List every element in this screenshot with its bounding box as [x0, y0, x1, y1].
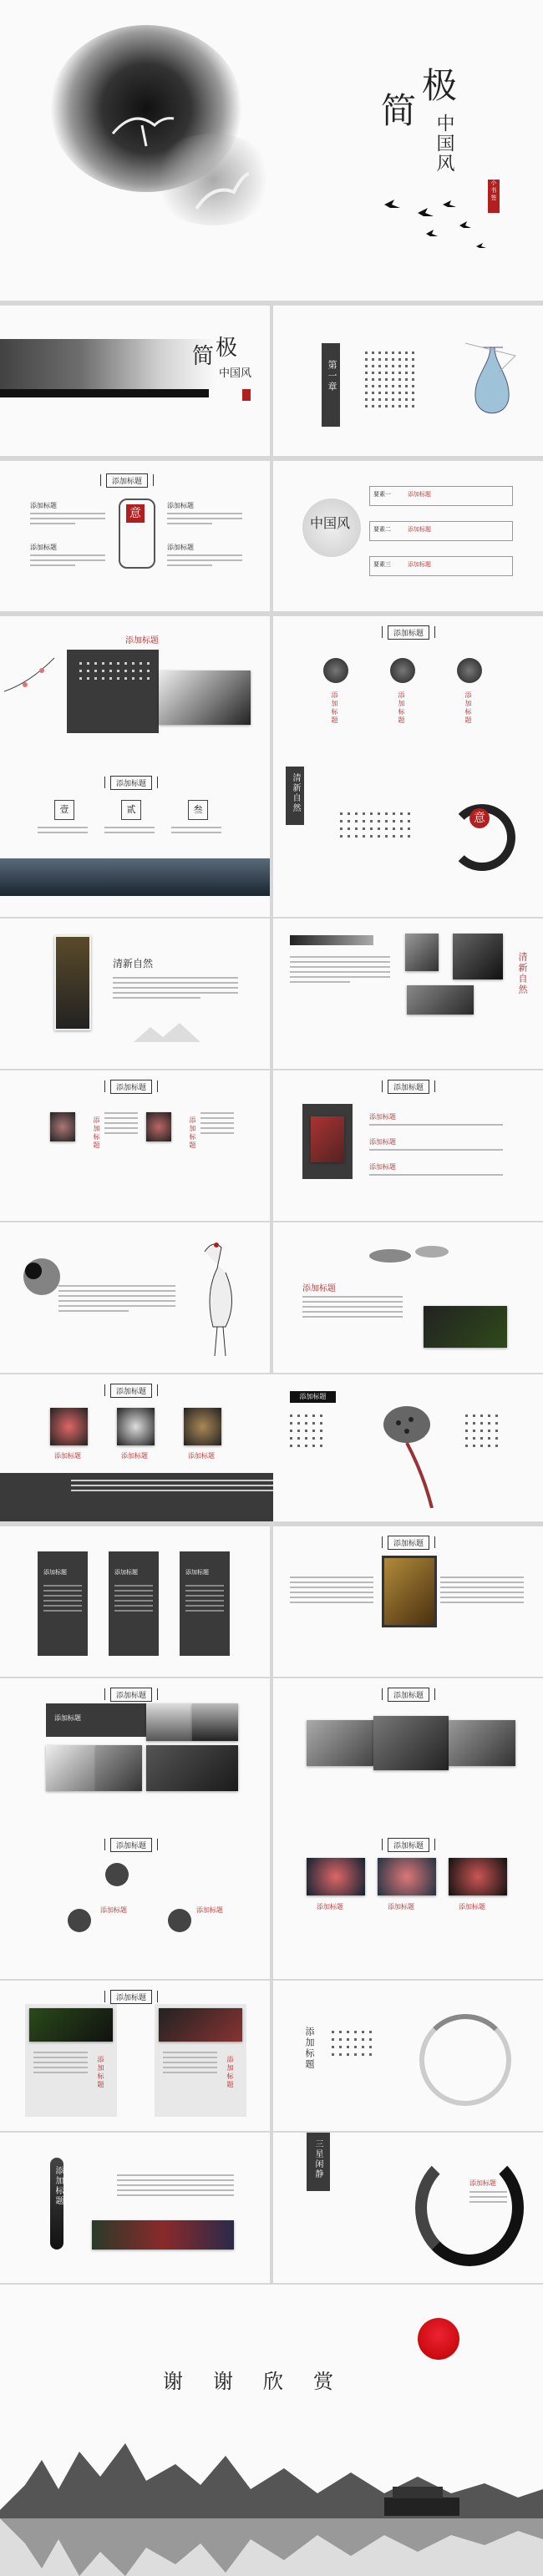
card-title: 添加标题	[54, 1714, 81, 1722]
slide-14-left	[0, 2133, 270, 2283]
item-label: 添加标题	[369, 1163, 396, 1171]
photo	[405, 934, 439, 971]
thanks-char: 谢	[213, 2370, 233, 2393]
element-key: 要素三	[373, 561, 391, 568]
item-label: 添加标题	[30, 544, 57, 551]
item-label: 添加标题	[167, 502, 194, 509]
slide-title: 添加标题	[110, 1990, 152, 2004]
item-label: 添加标题	[388, 1903, 414, 1910]
item-label: 添加标题	[369, 1113, 396, 1121]
subtitle: 中国风	[219, 367, 252, 380]
photo	[50, 1112, 75, 1141]
slide-13-left	[0, 1981, 270, 2131]
card-title: 添加标题	[43, 1569, 67, 1576]
logo-text: 中国风	[310, 515, 351, 531]
photo	[449, 1720, 515, 1766]
element-value: 添加标题	[408, 491, 431, 498]
crane-icon	[109, 100, 175, 150]
ink-circle	[415, 2149, 524, 2266]
photo	[92, 2220, 234, 2250]
slide-title: 添加标题	[106, 473, 148, 488]
photo	[407, 985, 474, 1015]
slide-8-left	[0, 1222, 270, 1373]
slide-9-row	[0, 1374, 543, 1521]
photo	[192, 1703, 238, 1741]
slide-8-right	[273, 1222, 543, 1373]
slide-title: 添加标题	[110, 776, 152, 790]
photo	[46, 1745, 96, 1791]
card-title: 添加标题	[114, 1569, 138, 1576]
text-block	[79, 662, 150, 680]
slide-title: 添加标题	[110, 1838, 152, 1852]
thanks-slide	[0, 2285, 543, 2576]
lotus-icon	[100, 1858, 134, 1891]
slide-4-left	[0, 616, 270, 767]
photo	[117, 1408, 155, 1445]
vase-icon	[457, 339, 524, 431]
text-block	[465, 1415, 498, 1447]
vertical-title: 添加标题	[304, 2027, 315, 2070]
slide-title: 清新自然	[113, 958, 154, 969]
seal-stamp: 小书签	[488, 180, 500, 213]
slide-6-left	[0, 919, 270, 1069]
cover-slide	[0, 0, 543, 301]
item-label: 添加标题	[188, 1452, 215, 1460]
item-label: 添加标题	[100, 1906, 127, 1914]
item-label: 添加标题	[97, 2056, 104, 2089]
vertical-title: 三星闲静	[313, 2139, 322, 2179]
lotus-pod-icon	[373, 1399, 440, 1508]
lotus-icon	[63, 1904, 96, 1937]
photo	[96, 1745, 142, 1791]
photo	[424, 1306, 507, 1348]
photo	[50, 1408, 88, 1445]
slide-7-right	[273, 1070, 543, 1221]
lotus-leaf-icon	[365, 1239, 465, 1273]
slide-2-left	[0, 306, 270, 456]
numeral-box: 叁	[188, 800, 208, 820]
slide-13-right	[273, 1981, 543, 2131]
photo	[373, 1716, 449, 1770]
framed-photo	[382, 1556, 437, 1627]
photo	[159, 2008, 242, 2042]
item-label: 添加标题	[317, 1903, 343, 1910]
round-image	[457, 658, 482, 683]
element-value: 添加标题	[408, 561, 431, 568]
seal-stamp	[242, 389, 251, 401]
item-label: 添加标题	[54, 1452, 81, 1460]
photo	[146, 1703, 192, 1741]
card-title: 添加标题	[185, 1569, 209, 1576]
photo	[378, 1858, 436, 1895]
slide-title: 添加标题	[388, 625, 429, 640]
element-key: 要素二	[373, 526, 391, 533]
title-char: 简	[192, 344, 215, 369]
ink-stroke	[290, 935, 373, 945]
title-char-ji: 极	[422, 65, 458, 106]
text-block	[340, 812, 410, 838]
photo	[146, 1112, 171, 1141]
subtitle: 中国风	[434, 114, 454, 174]
numeral-box: 壹	[54, 800, 74, 820]
photo	[449, 1858, 507, 1895]
item-label: 添加标题	[121, 1452, 148, 1460]
title-char: 极	[216, 336, 238, 361]
slide-title: 添加标题	[290, 1391, 336, 1403]
photo	[307, 1720, 373, 1766]
element-key: 要素一	[373, 491, 391, 498]
photo	[311, 1116, 344, 1162]
slide-title: 添加标题	[110, 1080, 152, 1094]
slide-title: 添加标题	[302, 1284, 336, 1293]
photo	[307, 1858, 365, 1895]
slide-10-left	[0, 1526, 270, 1677]
slide-title: 添加标题	[125, 636, 159, 645]
photo	[184, 1408, 221, 1445]
item-label: 添加标题	[331, 691, 338, 725]
element-value: 添加标题	[408, 526, 431, 533]
text-block	[365, 352, 414, 407]
photo	[453, 934, 503, 979]
karst-landscape	[0, 2410, 543, 2576]
item-label: 添加标题	[167, 544, 194, 551]
crane-icon	[188, 1235, 246, 1360]
round-image	[323, 658, 348, 683]
vertical-title: 添加标题	[53, 2166, 63, 2206]
swallows-icon	[376, 180, 518, 263]
numeral-box: 贰	[121, 800, 141, 820]
title-char-jian: 简	[381, 90, 417, 131]
ink-circle	[419, 2014, 511, 2106]
slide-2-right	[273, 306, 543, 456]
slide-title: 添加标题	[388, 1838, 429, 1852]
slide-3-right	[273, 461, 543, 611]
red-sun	[418, 2318, 459, 2360]
slide-title: 添加标题	[388, 1688, 429, 1702]
text-block	[290, 1415, 322, 1447]
item-label: 添加标题	[469, 2179, 496, 2187]
slide-title: 添加标题	[388, 1536, 429, 1550]
slide-12-left	[0, 1829, 270, 1979]
slide-12-right	[273, 1829, 543, 1979]
slide-10-right	[273, 1526, 543, 1677]
plum-branch-icon	[4, 650, 63, 716]
slide-14-right	[273, 2133, 543, 2283]
chapter-label: 第一章	[327, 360, 337, 392]
item-label: 添加标题	[464, 691, 472, 725]
thanks-char: 欣	[263, 2370, 283, 2393]
slide-11-left	[0, 1678, 270, 1829]
item-label: 添加标题	[189, 1116, 196, 1150]
item-label: 添加标题	[93, 1116, 100, 1150]
slide-title: 添加标题	[110, 1384, 152, 1398]
thanks-char: 谢	[163, 2370, 183, 2393]
vertical-title: 清新自然	[291, 773, 300, 813]
photo	[29, 2008, 113, 2042]
slide-7-left	[0, 1070, 270, 1221]
mountain-icon	[134, 1019, 217, 1044]
item-label: 添加标题	[369, 1138, 396, 1146]
slide-11-right	[273, 1678, 543, 1829]
slide-5-right	[273, 767, 543, 917]
vertical-title: 清新自然	[517, 952, 528, 995]
photo	[54, 935, 91, 1030]
photo	[159, 671, 251, 725]
ink-seal: 意	[469, 808, 490, 828]
slide-6-right	[273, 919, 543, 1069]
round-image	[390, 658, 415, 683]
lake-photo	[0, 858, 270, 896]
slide-title: 添加标题	[110, 1688, 152, 1702]
slide-4-right	[273, 616, 543, 767]
lotus-icon	[163, 1904, 196, 1937]
slide-3-left	[0, 461, 270, 611]
photo	[146, 1745, 238, 1791]
item-label: 添加标题	[196, 1906, 223, 1914]
item-label: 添加标题	[398, 691, 405, 725]
thanks-char: 赏	[313, 2370, 333, 2393]
item-label: 添加标题	[459, 1903, 485, 1910]
slide-title: 添加标题	[388, 1080, 429, 1094]
slide-5-left	[0, 767, 270, 917]
text-block	[332, 2031, 372, 2056]
emblem-seal: 意	[126, 504, 145, 523]
item-label: 添加标题	[30, 502, 57, 509]
item-label: 添加标题	[226, 2056, 234, 2089]
crane-icon	[192, 167, 251, 217]
